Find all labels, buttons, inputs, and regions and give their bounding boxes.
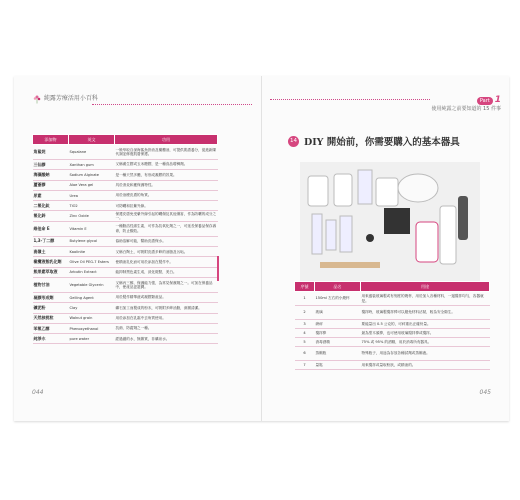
table-cell: 植物甘油 [33,277,69,292]
table-cell: 熊果素萃取液 [33,267,69,277]
table-cell: Kaolinite [69,247,115,257]
table-cell: 一種脂溶性維生素，可作為抗氧化劑之一，可延長保養品保存壽命，防止酸敗。 [115,221,218,236]
table-cell: Phenoxyethanol [69,323,115,333]
left-page [14,76,261,421]
table-row [295,306,490,320]
table-cell: 最為型木頭棒，也可使用玻璃攪拌棒或攪拌。 [361,329,490,338]
table-cell: 用來盛裝玻璃製或有刻度的燒杯，用於加入各種材料，一邊攪拌均勻，容器就是。 [361,292,490,306]
table-cell: Urea [69,190,115,200]
table-cell: 用於製作精華液或凝膠類產品。 [115,292,218,302]
section-heading [288,134,460,148]
table-cell: 三仙膠 [33,160,69,170]
table-cell: 角鯊烷 [33,145,69,160]
table-cell: 又稱丙三醇，保濕能力強，為常見保濕劑之一。可加在保養品中，使產品更滋潤。 [115,277,218,292]
right-header [431,95,501,112]
table-row [33,170,218,180]
left-header [32,93,98,104]
table-cell: 攪拌棒 [315,329,361,338]
table-cell: 一般萃取自深海鯊魚肝油及橄欖油，可提供肌膚養分，促進新陳代謝並修復肌膚保護。 [115,145,218,160]
table-row [295,329,490,338]
table-cell: 磅秤 [315,320,361,329]
table-cell: 3 [295,320,315,329]
table-row [33,334,218,344]
table-row [33,313,218,323]
part-number: 1 [494,95,501,105]
table-cell: 150ml 左右的小燒杯 [315,292,361,306]
table-cell: 又稱白陶土，可吸附皮膚多餘的油脂及污垢。 [115,247,218,257]
table-row [33,247,218,257]
table-cell: Aloe Vera gel [69,180,115,190]
side-mark [217,256,219,281]
table-cell: Butylene glycol [69,236,115,246]
table-cell: 攪拌時，玻璃製攪拌棒可以避免材料沾黏，較為安全衛生。 [361,306,490,320]
table-header: 英文 [69,135,115,145]
table-row [33,257,218,267]
table-cell: pure water [69,334,115,344]
table-row [33,267,218,277]
table-cell: 4 [295,329,315,338]
additive-table [32,134,218,344]
table-cell: 玻璃 [315,306,361,320]
table-cell: 經過濾的水，無雜質，非礦泉水。 [115,334,218,344]
table-cell: 要能量出 0.5 公克的，可秤重出正確份量。 [361,320,490,329]
table-cell: Xanthan gum [69,160,115,170]
table-cell: 礦石加工而製成的粉末，可吸附多餘油脂，深層清潔。 [115,303,218,313]
table-cell: 2 [295,306,315,320]
table-row [33,323,218,333]
table-row [33,180,218,190]
table-row [295,320,490,329]
table-header: 品名 [315,282,361,292]
table-row [33,221,218,236]
table-row [33,211,218,221]
table-cell: 5 [295,338,315,347]
table-cell: Walnut grain [69,313,115,323]
table-cell: 7 [295,361,315,370]
equipment-table [294,281,490,370]
table-cell: 能抑制黑色素生成，淡化斑點，美白。 [115,267,218,277]
table-cell: Olive Oil PEG-7 Esters [69,257,115,267]
table-cell: Zinc Oxide [69,211,115,221]
section-number: 14 [288,136,299,147]
section-title: DIY 開始前，你需要購入的基本器具 [304,137,460,148]
table-cell: 1 [295,292,315,306]
table-cell: 蒸餾瓶 [315,347,361,361]
table-cell: 苯氧乙醇 [33,323,69,333]
table-cell: 氧化鋅 [33,211,69,221]
table-cell: 特殊瓶子，用途為存放各種試劑或蒸餾液。 [361,347,490,361]
table-row [33,292,218,302]
table-cell: 是一種天然多醣，有形成凝膠的效果。 [115,170,218,180]
table-cell: 礦泥粉 [33,303,69,313]
table-cell: 海藻酸鈉 [33,170,69,180]
table-row [33,145,218,160]
table-cell: 蘆薈膠 [33,180,69,190]
header-rule [270,99,430,100]
table-cell: 二氧化鈦 [33,201,69,211]
part-label: Part [477,97,493,105]
table-cell: Clay [69,303,115,313]
page-number: 044 [32,389,44,396]
book-title: 純露芳療活用小百科 [43,95,98,102]
header-rule [92,104,252,105]
page-number: 045 [479,389,491,396]
table-cell: 75% 或 95% 的酒精，用於消毒所有器具。 [361,338,490,347]
table-header: 添加物 [33,135,69,145]
table-cell: Vitamin E [69,221,115,236]
table-cell: Vegetable Glycerin [69,277,115,292]
table-header: 序號 [295,282,315,292]
table-row [33,277,218,292]
table-cell: 用於治療皮膚的角質。 [115,190,218,200]
flower-icon [32,94,42,104]
table-row [33,201,218,211]
table-cell: TiO2 [69,201,115,211]
table-cell: 高嶺土 [33,247,69,257]
table-cell: 可防曬和抗紫外線。 [115,201,218,211]
table-cell: Gelling Agent [69,292,115,302]
table-cell: Sodium Alginate [69,170,115,180]
table-cell: 天然核桃粒 [33,313,69,323]
chapter-subtitle: 使用純露之前要知道的 15 件事 [431,106,501,112]
table-row [33,160,218,170]
table-cell: 量匙 [315,361,361,370]
table-cell: 維他命 E [33,221,69,236]
table-row [295,347,490,361]
table-row [33,190,218,200]
table-row [295,361,490,370]
table-header: 用途 [361,282,490,292]
equipment-photo [300,162,480,290]
table-cell: 使精油乳化而可用於添加在製作中。 [115,257,218,267]
table-cell: 純淨水 [33,334,69,344]
table-cell: Arbutin Extract [69,267,115,277]
table-header: 功用 [115,135,218,145]
table-cell: 消毒酒精 [315,338,361,347]
table-cell: 具於消炎和應保濕特性。 [115,180,218,190]
table-cell: Squalane [69,145,115,160]
table-row [295,338,490,347]
table-cell: 用於添加在乳霜中去角質使用。 [115,313,218,323]
table-cell: 協助溶解可能，幫助皮膚保水。 [115,236,218,246]
table-cell: 保護皮膚免受紫外線引起的曬傷及其他傷害，作為防曬的成分之一。 [115,211,217,221]
table-row [295,292,490,306]
table-cell: 用來攪拌或量取粉狀，或精油的。 [361,361,490,370]
table-cell: 抗菌、防腐劑之一種。 [115,323,218,333]
right-page [262,76,509,421]
table-cell: 又稱漢生膠或玉米糖膠，是一種食品增稠劑。 [115,160,218,170]
table-cell: 尿素 [33,190,69,200]
table-cell: 1,3-丁二醇 [33,236,69,246]
table-row [33,236,218,246]
table-cell: 橄欖液態乳化劑 [33,257,69,267]
table-cell: 凝膠形成劑 [33,292,69,302]
table-cell: 6 [295,347,315,361]
table-row [33,303,218,313]
